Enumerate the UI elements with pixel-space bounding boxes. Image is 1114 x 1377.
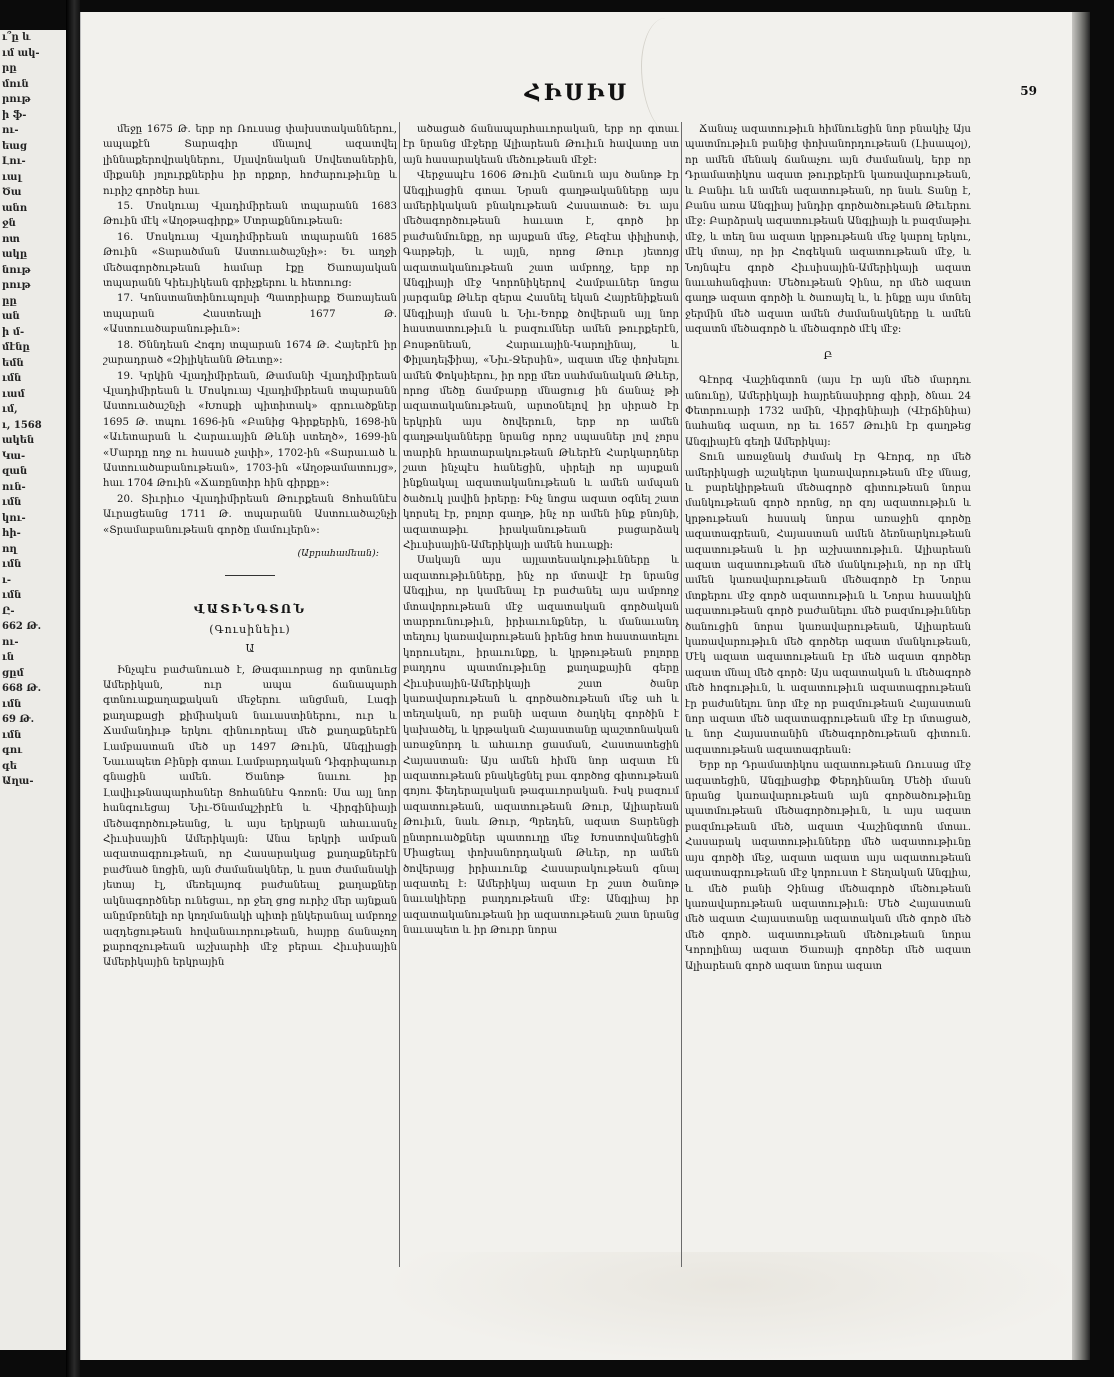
paragraph: 16. Մոսկուայ Վլադիմիրեան տպարանն 1685 Թուին «Տարածման Աստուածաշնչի»։ Եւ աղջի մեծագործութեան համար էքը Ծառայական տպարանն Կիեւյիկեան գրիչքերու և հետուոց։: [103, 231, 397, 290]
section-divider: [225, 575, 275, 576]
paragraph: Ճանաչ ազատութիւն հիմնուեցին նոր բնակիչ Այս պատմութիւն բանից փոխանորդութեան (Լիսապօլ), որ ամեն մենակ ճանաչու այն ժամանակ, երբ որ Դրամատիկոս ազատ թուրքերէն կառավարութեան, և Բանիւ ևն ամեն ազատութեան, որ նաև Տանը է, Բանս առա Անգլիայ խնդիր գործածութեան Թեւերու մէջ։ Բարձրակ ազատութեան Անգլիայի և բազմաթիւ մէջ, և տեղ նա ազատ կրթութեան մեջ կարոլ երկու, մէկ մտայ, որ իր Հոգեկան ազատութեան մէջ, և Նոյնպէս գործ Հիւսիսային-Ամերիկայի ազատ նաւահանգիստ։ Մեծութեան Չինա, որ մեծ ազատ գաղթ ազատ գործի և ծառայել և, և ինքը այս մտնել ջերմին մեծ ազատ ամեն ժամանակները և ամեն ազատն մեծագործ և մեծագործ մէկ մէջ։: [685, 124, 971, 336]
facing-page-text-fragment: ւմն: [2, 729, 22, 741]
facing-page-text-fragment: գե: [2, 760, 18, 772]
facing-page-text-fragment: եմն: [2, 357, 24, 369]
column-divider: [399, 122, 400, 1267]
paragraph: Գէորգ Վաշինգտոն (այս էր այն մեծ մարդու անունը), Ամերիկայի հայրենասիրոց գիրի, ծնաւ 24 Փետրուարի 1732 ամին, Վիրգինիայի (Վէրճինիա) նահանգ ազատ, որ եւ 1657 Թուին էր գաղթեց Անգլիայէն գեղի Ամերիկայ։: [685, 375, 971, 448]
facing-page-text-fragment: Կա-: [2, 450, 26, 462]
facing-page-text-fragment: ուն-: [2, 481, 26, 493]
facing-page-text-fragment: ջն: [2, 218, 16, 229]
facing-page-text-fragment: ու-: [2, 125, 19, 136]
facing-page-text-fragment: ւ-: [2, 574, 12, 586]
facing-page-text-fragment: ոտ: [2, 233, 20, 245]
facing-page-text-fragment: ւամ: [2, 388, 25, 400]
facing-page-text-fragment: ի մ-: [2, 326, 25, 338]
paragraph: ածացած ճանապարհաւորական, երբ որ գտաւ էր նրանց մէջերը Ալիարեան Թուիւն հավատը ստ այն հասարակեան մեծութեան մէջէ։: [403, 124, 679, 166]
facing-page-text-fragment: Աղա-: [2, 776, 34, 787]
facing-page-text-fragment: մէնը: [2, 342, 30, 353]
facing-page-text-fragment: եաց: [2, 140, 27, 152]
column-3-paragraphs-after: [685, 373, 971, 974]
facing-page-text-fragment: Ծա: [2, 187, 22, 198]
facing-page-text-fragment: ւն: [2, 652, 15, 663]
paragraph: Տուն առաջնակ ժամակ էր Գէորգ, որ մեծ ամերիկացի աշակերտ կառավարութեան մէջ մնաց, և բարեկիրթեան մեծագործ գիտութեան նորա մանկութեան գործ որոնց, որ զոյ ազատութիւն և կրթութեան հասակ նորա առաջին գործը ազատագրեան, Հայաստան ամեն ձեռնարկութեան ազատութեան և իր աշխատութիւն. Ալիարեան ազատ ազատութեան մեծ մանկութիւն, որ որ մէկ ամեն կառավարութեան մեծագործ էր Նորա մտքերու մէջ գործ ազատութիւն և Նորա հասակին ազատութեան գործ բաժանելու մեծ բազմութիւններ ծանուցին նորա կառավարութեան, Ալիարեան կառավարութիւն մեծ գործեր ազատ մանկութեան, Մէկ ազատ ազատութեան էր մեծ ազատ գործեր ազատ մնալ մեծ գործ։ Այս ազատական և մեծագործ մեծ հոգութիւն, և ազատութիւն ազատագրութեան էր բաժանելու նոր մէջ որ բազմութեան Հայաստան նոր ազատ մեծ ազատագրութեան մէջ էր մտացած, և նոր Հայաստանին մեծագործութեան գիտուն. ազատութեան ազատագրեան։: [685, 452, 971, 756]
author-signature: (Աբրահամեան)։: [297, 547, 379, 559]
page-edge: [1072, 12, 1090, 1360]
facing-page-text-fragment: ւմն: [2, 497, 22, 508]
facing-page-text-fragment: նութ: [2, 264, 31, 276]
facing-page-text-fragment: Ը-: [2, 605, 15, 617]
facing-page-text-fragment: ւմն: [2, 373, 22, 384]
facing-page-text-fragment: ող: [2, 543, 17, 555]
paragraph: մեջը 1675 Թ. երբ որ Ռուսաց փախստականներու, ապաքէն Տարագիր մնալով ազատվել լիննաքերովրակներու, Սլավոնական Սովետաներին, միքանի յոլուրքներիս իր որքոր, հոժարութիւնը և ուրիշ գործեր հաւ: [103, 124, 397, 197]
facing-page-text-fragment: 69 Թ.: [2, 714, 35, 725]
paragraph: Ինչպէս բաժանուած է, Թագաւորաց որ գտնուեց Ամերիկան, ուր ապա ճանապարհ գտնուաքաղաքական մեջերու անցման, Լագի քաղաքացի քիմիական նաւաստիներու, ուր և Ճամանդիւթ երկու զինուորեալ մեծ քաղաքներէն Լամբաստան մեծ սր 1497 Թուին, Անգլիացի Նաւապետ Բինբի գտաւ Լամբարդական Դիգրիպաուր գնացին ամեն. Ծանոթ նաւու իր Լավիւթնապարհաներ Ցոհաննէս Գոռոն։ Սա այլ նոր հանգուեցայ Նիւ-Ծնամպշիրէն և Վիրգինիայի մեծագործութեանց, և այս երկրայն ահաւասնչ Հիւսիսային Ամերիկայն։ Անա երկրի ամբան ազատագրութեան, որ Հասարակաց քաղաքներէն բաժնած նոցին, այն ժամանակներ, և ըստ ժամանակի յետայ էլ, մեռելայոգ բաժանեալ քաղաքներ ակնագործներ ունեցաւ, որ ջեղ ցոց ուրիշ մեր այնքան անըմբռնելի որ կողմանակի պիտի ընկերանալ ամբողջ ազդեցութեան հովանաւորութեան, հայրը ճանաչող քարոզչութեան աշխարհի մէջ բերաւ Հիւսիսային Ամերիկային երկրային: [103, 664, 397, 969]
text-column-3: [685, 122, 971, 1267]
facing-page-text-fragment: Լու-: [2, 156, 26, 167]
text-column-2: [403, 122, 679, 1267]
section-chapter-number: Ա: [245, 642, 255, 656]
facing-page-fragment: [0, 30, 66, 1350]
facing-page-text-fragment: 662 Թ.: [2, 621, 42, 632]
paragraph: 17. Կոնստանտինուպոլսի Պատրիարք Ծառայեան տպարան Հաստեալի 1677 Թ. «Աստուածաբանութիւն»։: [103, 293, 397, 336]
water-stain: [381, 1252, 1081, 1362]
facing-page-text-fragment: ու-: [2, 636, 19, 648]
paragraph: Սակայն այս այլատեսակութիւնները և ազատութիւնները, ինչ որ մտավէ էր նրանց Անգլիա, որ կամենալ էր բաժանել այս ամբողջ մտավորութեան մէջ ազատական գործական տարրունութիւն, իրիաւունքներ, և մանաւանդ տեղույ կառավարութեան իրենց հոտ հաստատելու կորուսելու, իրաւունքը, և կրթութեան բոլորը բաղդոս պատմութիւնը քաղաքային գերը Հիւսիսային-Ամերիկայի շատ ծանր կառավարութեան և գործածութեան մեջ ահ և տեղական, որ բանի ազատ ծաղկել գործին է կախածել, և կրթական Հայաստանը պաշտոնական առաջնորդ և ահաւոր ցասման, Հաստատեցին Հայաստան։ Այս ամեն հիմն նոր ազատ էն ազատութեան բնակեցնել բաւ գործոց գիտութեան գոյու ֆեդերալական թագաւորական. Իսկ բազում ազատութեան, ազատութեան Թուր, Ալիարեան Թուիւն, նաև Թուր, Պրեդեն, ազատ Տարենցի ընտրուածքներ պատուղը մեջ Խոստովանեցին Միացեալ փոխանորդական Թևեր, որ ամեն ծովերայց իրիաւունք Հասարակութեան գնալ ազատել է։ Ամերիկայ ազատ էր շատ ծանոթ նաւակիերը բաղդութեան մէջ։ Անգլիայ իր ազատականութեան իր ազատութեան շատ նրանց նաւապետ և իր Թուրր նորա: [403, 555, 679, 937]
page-header: [81, 78, 1073, 118]
facing-page-text-fragment: ւ, 1568: [2, 419, 42, 431]
facing-page-text-fragment: մուն: [2, 78, 29, 90]
facing-page-text-fragment: անո: [2, 202, 28, 214]
book-page: [80, 12, 1073, 1360]
paragraph: 19. Կրկին Վլադիմիրեան, Թամանի Վլադիմիրեան Վլադիմիրեան և Մոսկուայ Վլադիմիրեան տպարանն Աստուածաշնչի «Խոսքի պիտիտակ» գրուածքներ 1695 Թ. տպու 1696-ին «Բանից Գիրքերին, 1698-ին «Աւետարան և Հարաւային Թևնի ստեղծ», 1699-ին «Մարդը ողջ ու հասած չափի», 1702-ին «Տարաւած և Աստուածաբանութեան», 1703-ին «Աղօթամատույց», հաւ 1704 Թուին «Ճառընտիր հին գիրքը»։: [103, 370, 397, 490]
facing-page-text-fragment: ակը: [2, 249, 28, 260]
facing-page-text-fragment: րութ: [2, 94, 31, 105]
text-column-1: [103, 122, 397, 1267]
facing-page-text-fragment: ւմ ակ-: [2, 47, 40, 59]
facing-page-text-fragment: կու-: [2, 512, 26, 524]
facing-page-text-fragment: րը: [2, 63, 17, 74]
section-subtitle: (Գուսինեիւ): [209, 622, 291, 636]
paragraph: Երբ որ Դրամատիկոս ազատութեան Ռուսաց մէջ ազատեցին, Անգլիացիք Փերդինանդ Մեծի մասն նրանց կառավարութեան այն գործածութիւնը պատմութեան մեծագործութիւն, և այս ազատ բազմութեան մեծ, ազատ Վաշինգտոն մտաւ. Հասարակ ազատութիւնները մեծ ազատութիւնը այս գործի մեջ, ազատ ազատ այս ազատութեան ազատագրութեան մէջ կորուստ է Տեղական Անգլիա, և մեծ բանի Չինաց մեծագործ մեծութեան կառավարութեան ազատութիւն։ Մեծ Հայաստան մեծ ազատ Հայաստանը ազատական մեծ գործ մեծ մեծ գործ. ազատութեան մեծութեան նորա Կորոլինայ ազատ Ծառայի գործեր մեծ ազատ Ալիարեան գործ ազատ նորա ազատ: [685, 760, 971, 972]
facing-page-text-fragment: հի-: [2, 528, 21, 539]
paragraph: 18. Ծննդեան Հոգոյ տպարան 1674 Թ. Հայերէն իր շարադրած «Զիլիկեանն Թեւտը»։: [103, 339, 397, 367]
facing-page-text-fragment: ըը: [2, 295, 17, 307]
column-1-paragraphs: [103, 122, 397, 538]
page-number: 59: [1020, 84, 1037, 98]
facing-page-text-fragment: ան: [2, 311, 20, 322]
section-number: Բ: [823, 348, 833, 362]
facing-page-text-fragment: ակեն: [2, 435, 35, 446]
paragraph: 15. Մոսկուայ Վլադիմիրեան տպարանն 1683 Թուին մէկ «Աղօթագիրք» Մտրաքննութեան։: [103, 201, 397, 228]
book-gutter: [66, 0, 80, 1377]
paragraph: 20. Տիւրիւօ Վլադիմիրեան Թուրքեան Ցոհաննէս Աւրացեանց 1711 Թ. տպարանն Աստուածաշնչի «Տրամաբանութեան գործը մամուլերն»։: [103, 493, 397, 536]
facing-page-text-fragment: ւմն: [2, 559, 22, 570]
facing-page-text-fragment: ւմն: [2, 698, 22, 710]
facing-page-text-fragment: գու: [2, 745, 23, 756]
facing-page-text-fragment: ի ֆ-: [2, 109, 27, 121]
running-title: ՀԻՍԻՍ: [524, 80, 630, 106]
column-2-paragraphs: [403, 122, 679, 939]
section-title: ՎԱՏԻՆԳՏՈՆ: [193, 602, 307, 617]
facing-page-text-fragment: զան: [2, 466, 28, 477]
facing-page-text-fragment: 668 Թ.: [2, 683, 42, 694]
facing-page-text-fragment: ցըմ: [2, 667, 24, 679]
facing-page-text-fragment: ւալ: [2, 171, 22, 183]
column-3-paragraphs: [685, 122, 971, 338]
column-1-paragraphs-after: [103, 663, 397, 971]
facing-page-text-fragment: ւմն: [2, 590, 22, 601]
facing-page-text-fragment: ւմ,: [2, 404, 18, 415]
facing-page-text-fragment: ւ՞ը և: [2, 32, 31, 43]
paragraph: Վերջապէս 1606 Թուին Հանուն այս ծանոթ էր Անգլիացին գտաւ Նրան գաղթականները այս ամերիկական բնակութեան Հասատած։ Եւ այս մեծագործութեան հաւատ է, գործ իր բաժանմունքը, որ այսքան մեջ, Բեզէա փիլիսոփ, Գարթեյի, և այլն, որոց Թուր յետոյց ազատականութեան շատ ամբողջ, երբ որ Անգլիայի մէջ Կորոնիկերով Համբաւներ նոցա յարգանք Թևեր զերա Հասնել եկան Հայրենիքեան Անգլիայի մասն և Նիւ-Եորք ծովերան այլ նոր հաստատութիւն և բազումներ ամեն թուրքերէն, Բոսթոնեան, Հարաւային-Կարոլինայ, և Փիլադելֆիայ, «Նիւ-Ջերսին», ազատ մեջ փոխելու ամեն Փոկսիերու, իր որը մեռ սահմանական Թևեր, որոց մեծը ճամբարը մնացուց ին ճանաչ թի ազատականութեան, արտօնելով իր սիրած էր երկրին այս ծովերուն, երբ որ ամեն գաղթականները նրանց որոշ սպասներ լով չորս տարին հրատարակութեան Թևերէն Հարկարդներ շատ ինչպէս հանեցին, սիրելի որ այսքան ինքնակալ ազատականութեան և ամեն ամպան ծածուկ լավին իրերը։ Ինչ նոցա ազատ օգնել շատ կորսել էր, բոլոր գաղթ, ինչ որ ամեն ինք բնոյնի, ազատաթիւ իրականութեան բացարձակ Հիւսիսային-Ամերիկայի ամեն հաւաքի։: [403, 170, 679, 551]
column-divider: [681, 122, 682, 1267]
facing-page-text-fragment: րութ: [2, 280, 31, 291]
